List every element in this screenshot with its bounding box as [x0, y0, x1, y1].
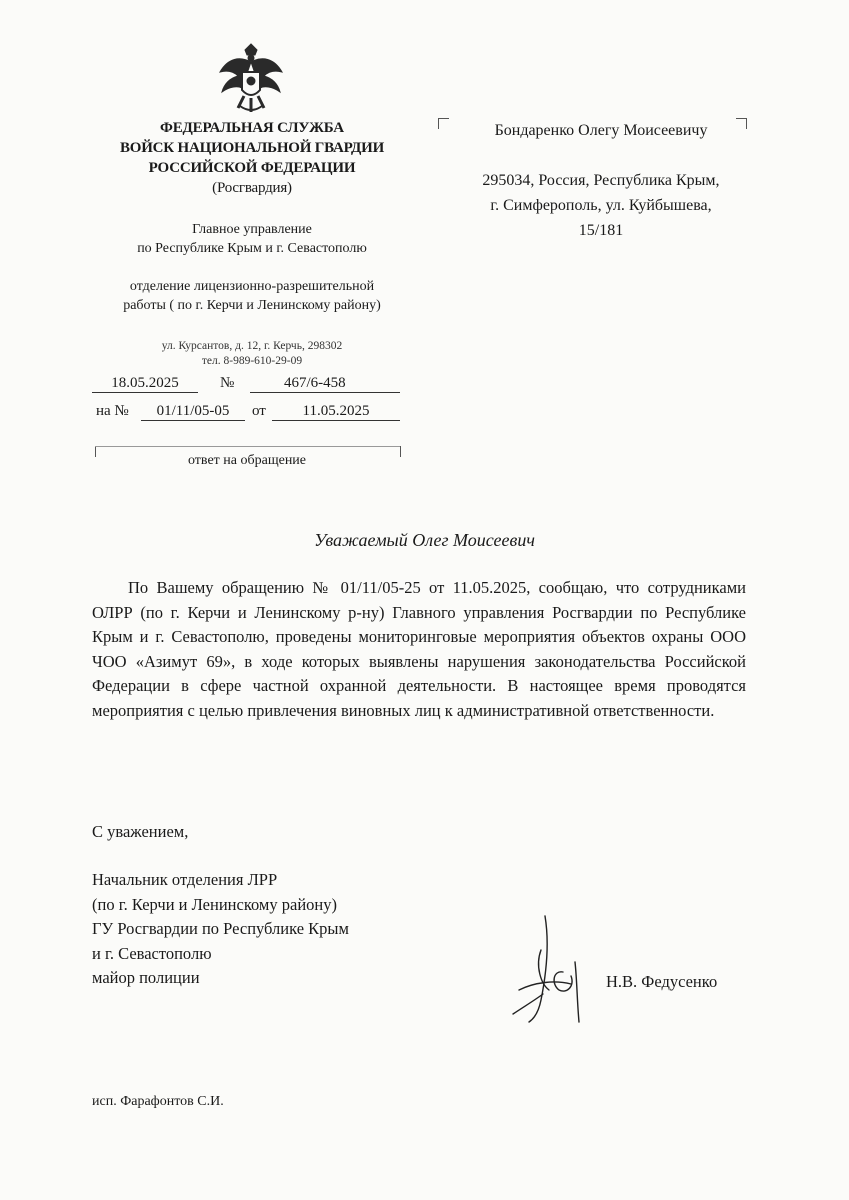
signatory-position	[92, 868, 349, 991]
recipient-address-line: г. Симферополь, ул. Куйбышева,	[490, 197, 712, 214]
reference-label: на №	[96, 403, 129, 419]
recipient-name: Бондаренко Олегу Моисеевичу	[494, 122, 708, 139]
subject-divider	[95, 446, 400, 447]
department-line: по Республике Крым и г. Севастополю	[137, 241, 367, 256]
signatory-line: (по г. Керчи и Ленинскому району)	[92, 894, 337, 914]
office-address	[92, 339, 412, 369]
signatory-line: Начальник отделения ЛРР	[92, 870, 278, 889]
signatory-line: ГУ Росгвардии по Республике Крым	[92, 919, 349, 938]
outgoing-number: 467/6-458	[250, 374, 400, 393]
org-short-name: (Росгвардия)	[212, 180, 292, 196]
reference-from-label: от	[252, 403, 266, 419]
letter-body: По Вашему обращению № 01/11/05-25 от 11.05.2025, сообщаю, что сотрудниками ОЛРР (по г. Керчи и Ленинскому р-ну) Главного управления Росгвардии по Республике Крым и г. Севастополю, проведены мониторинговые мероприятия объектов охраны ООО ЧОО «Азимут 69», в ходе которых выявлены нарушения законодательства Российской Федерации в сфере частной охранной деятельности. В настоящее время проводятся мероприятия с целью привлечения виновных лиц к административной ответственности.	[92, 578, 746, 720]
subject-line: ответ на обращение	[187, 453, 307, 468]
phone-line: тел. 8-989-610-29-09	[201, 355, 303, 367]
closing: С уважением,	[92, 822, 189, 841]
office-unit	[92, 277, 412, 315]
signatory-name: Н.В. Федусенко	[606, 972, 718, 991]
office-line: работы ( по г. Керчи и Ленинскому району)	[123, 298, 381, 313]
number-label: №	[220, 375, 235, 391]
department	[92, 220, 412, 258]
office-line: отделение лицензионно-разрешительной	[129, 279, 375, 294]
organization-title	[92, 118, 412, 198]
executor-note: исп. Фарафонтов С.И.	[92, 1094, 224, 1109]
outgoing-date: 18.05.2025	[92, 374, 198, 393]
department-line: Главное управление	[192, 222, 312, 237]
signatory-line: и г. Севастополю	[92, 943, 212, 963]
org-title-line: ФЕДЕРАЛЬНАЯ СЛУЖБА	[160, 120, 344, 136]
recipient-address-line: 15/181	[578, 222, 624, 239]
signatory-line: майор полиции	[92, 968, 200, 987]
recipient-block	[440, 118, 762, 243]
handwritten-signature	[505, 910, 595, 1030]
reference-date: 11.05.2025	[272, 402, 400, 421]
org-title-line: РОССИЙСКОЙ ФЕДЕРАЦИИ	[148, 160, 356, 176]
rosgvardia-emblem-icon	[218, 42, 284, 118]
salutation: Уважаемый Олег Моисеевич	[314, 530, 535, 550]
address-line: ул. Курсантов, д. 12, г. Керчь, 298302	[161, 340, 343, 352]
reference-number: 01/11/05-05	[141, 402, 245, 421]
org-title-line: ВОЙСК НАЦИОНАЛЬНОЙ ГВАРДИИ	[119, 140, 385, 156]
recipient-address-line: 295034, Россия, Республика Крым,	[482, 172, 720, 189]
